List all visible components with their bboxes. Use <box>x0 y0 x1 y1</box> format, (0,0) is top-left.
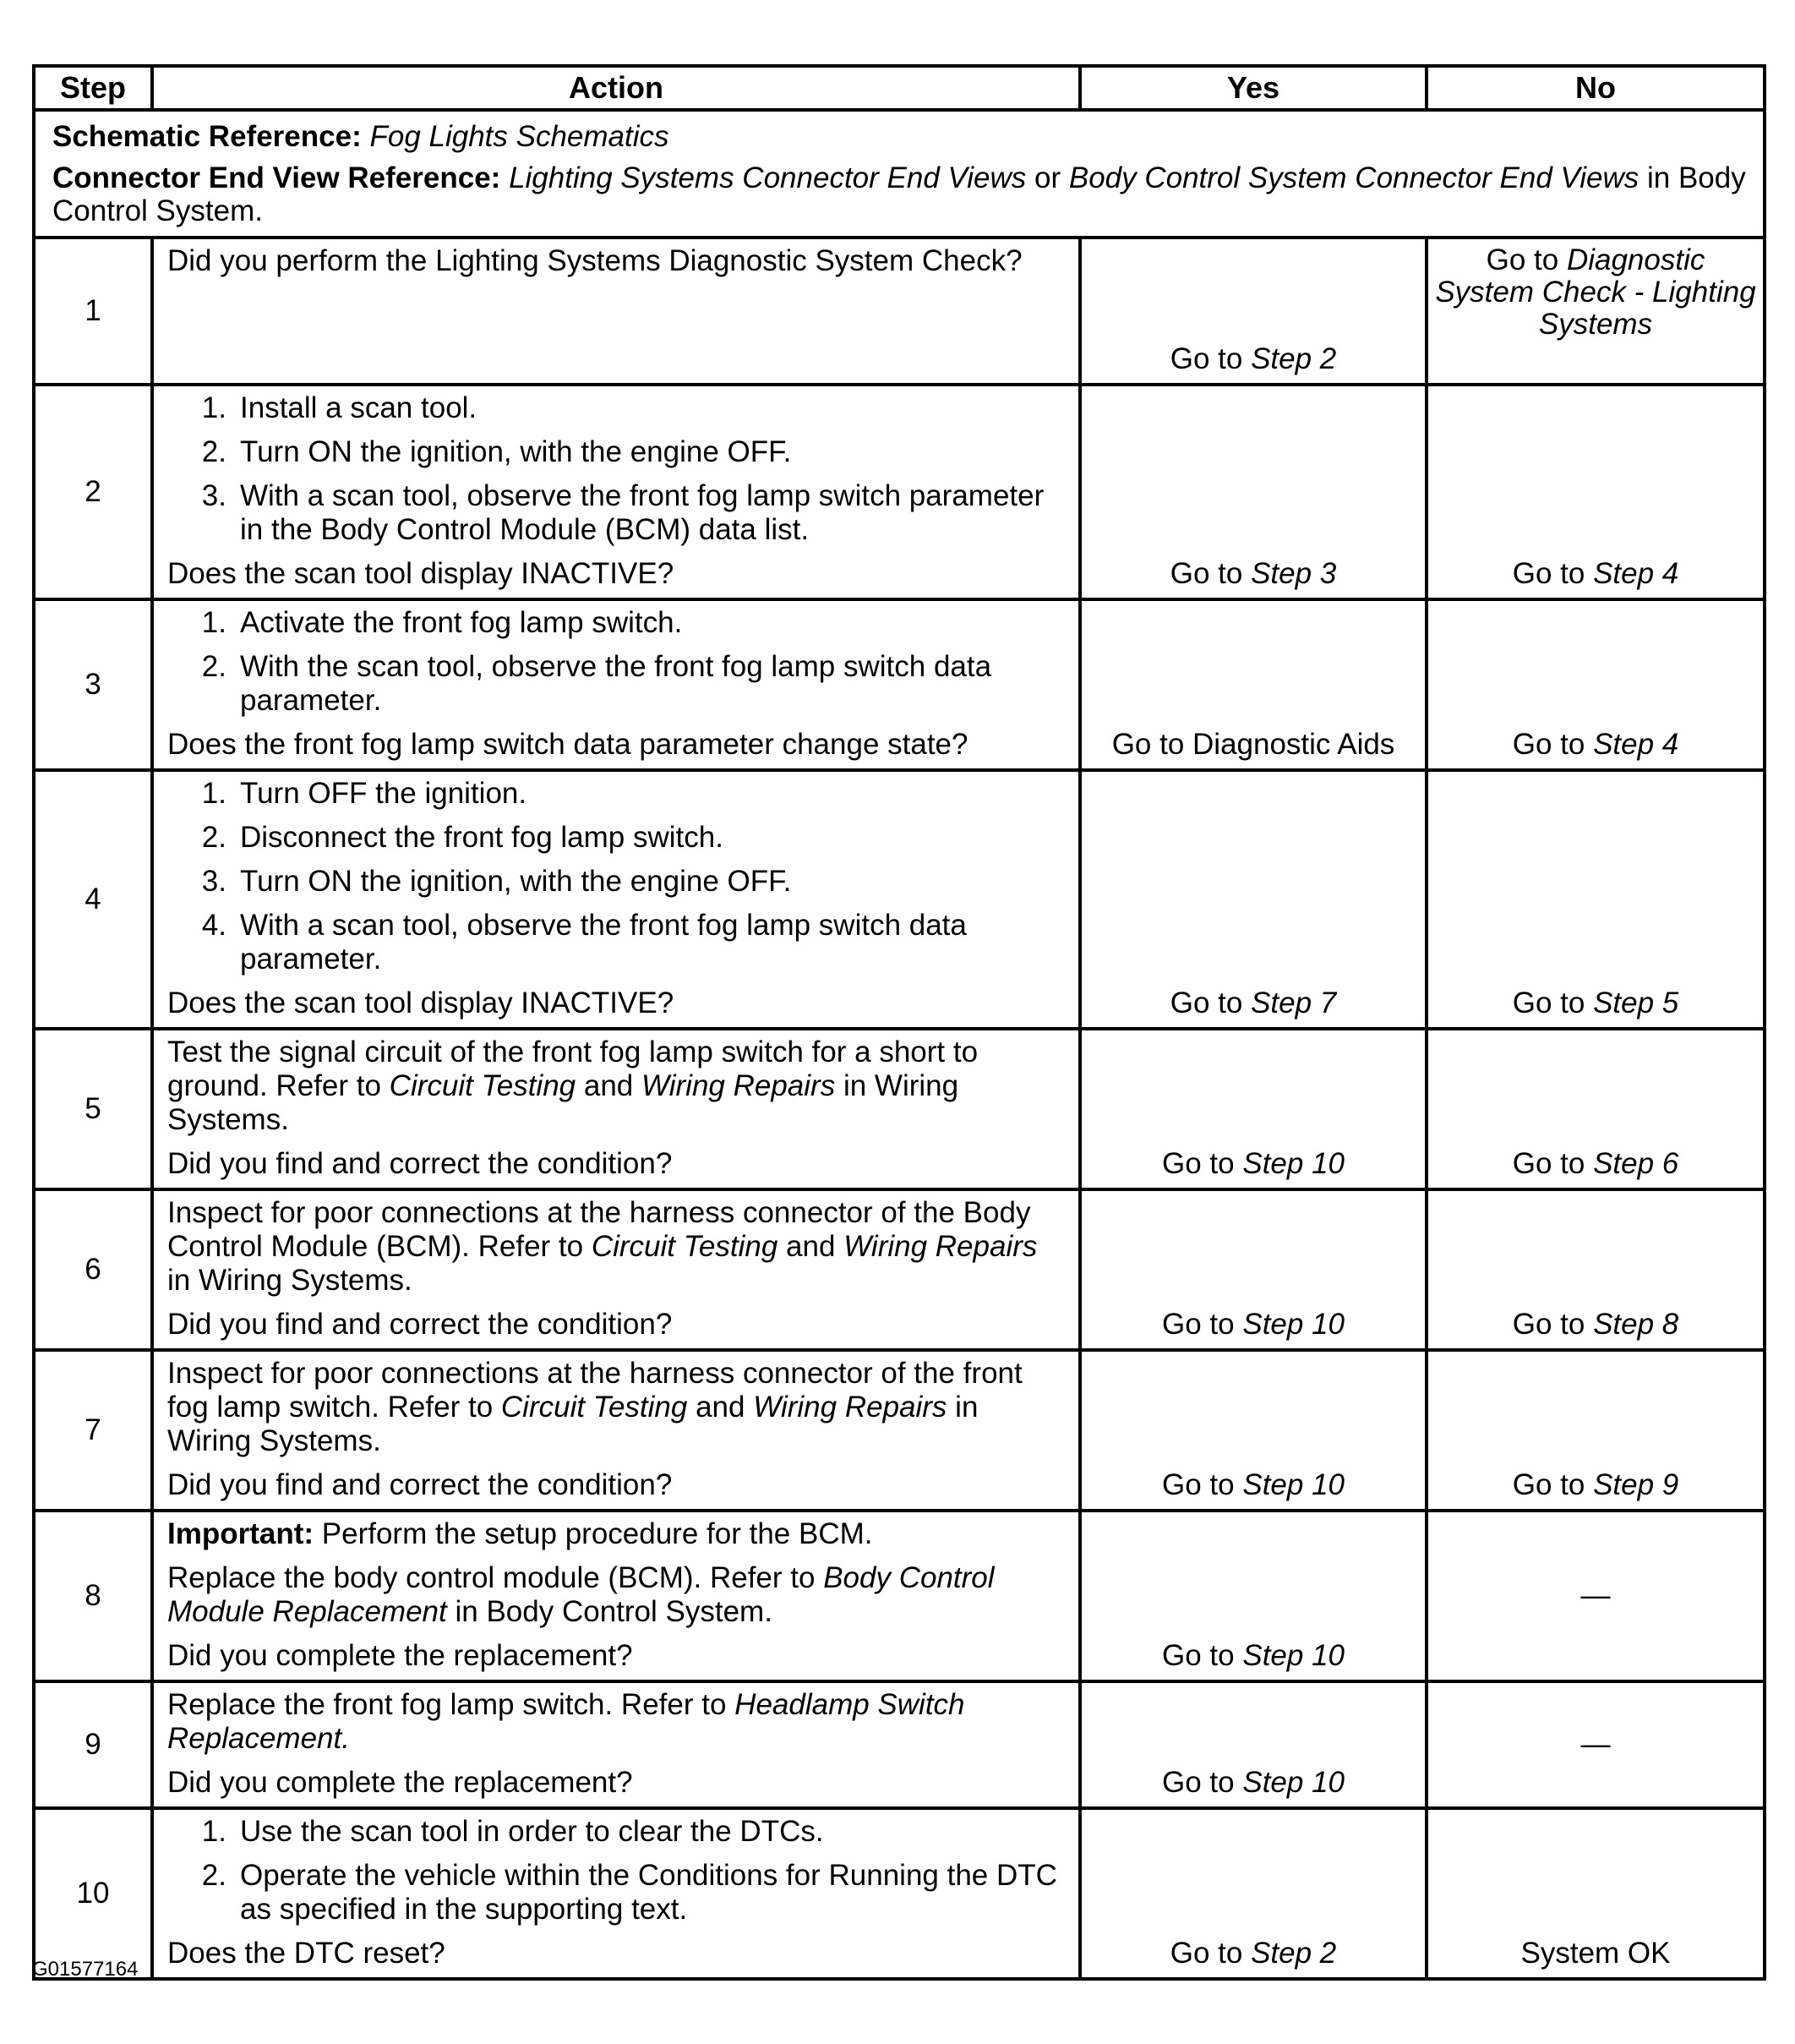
action-cell <box>152 1511 1080 1681</box>
list-item: 2. Disconnect the front fog lamp switch. <box>201 821 723 854</box>
action-paragraph: Test the signal circuit of the front fog lamp switch for a short to ground. Refer to Circuit Testing and Wiring Repairs in Wiring Systems. <box>167 1036 979 1136</box>
no-prefix: Go to <box>1512 728 1585 761</box>
schematic-reference-link: Fog Lights Schematics <box>369 120 669 153</box>
reference-row <box>34 110 1765 238</box>
connector-reference-label: Connector End View Reference: <box>52 161 501 194</box>
action-question: Did you find and correct the condition? <box>167 1468 673 1501</box>
step-number: 8 <box>34 1511 152 1681</box>
yes-cell <box>1080 1350 1427 1511</box>
action-cell <box>152 1808 1080 1979</box>
reference-cell <box>34 110 1765 238</box>
step-number: 7 <box>34 1350 152 1511</box>
action-paragraph: Replace the front fog lamp switch. Refer to Headlamp Switch Replacement. <box>167 1688 965 1755</box>
yes-prefix: Go to <box>1162 1639 1235 1672</box>
action-question: Did you find and correct the condition? <box>167 1308 673 1341</box>
header-action: Action <box>152 66 1080 110</box>
connector-reference-suffix: in Body Control System. <box>52 161 1746 227</box>
step-number: 3 <box>34 599 152 770</box>
no-dash: — <box>1580 1579 1611 1612</box>
no-prefix: Go to <box>1512 1308 1585 1341</box>
list-item: 1. Turn OFF the ignition. <box>201 777 527 810</box>
yes-cell <box>1080 1511 1427 1681</box>
no-cell <box>1427 385 1765 599</box>
yes-cell <box>1080 238 1427 385</box>
no-cell <box>1427 238 1765 385</box>
yes-cell <box>1080 1189 1427 1350</box>
step-number: 6 <box>34 1189 152 1350</box>
header-yes: Yes <box>1080 66 1427 110</box>
table-row <box>34 1808 1765 1979</box>
header-no: No <box>1427 66 1765 110</box>
step-number: 5 <box>34 1029 152 1189</box>
yes-target: Step 2 <box>1251 1937 1337 1970</box>
no-cell <box>1427 1681 1765 1808</box>
list-item: 3. Turn ON the ignition, with the engine OFF. <box>201 865 792 898</box>
schematic-reference <box>52 120 1748 153</box>
list-item: 2. Operate the vehicle within the Conditions for Running the DTC as specified in the supporting text. <box>201 1859 1057 1926</box>
yes-text: Go to Diagnostic Aids <box>1111 728 1395 761</box>
no-cell <box>1427 1189 1765 1350</box>
list-item: 1. Use the scan tool in order to clear the DTCs. <box>201 1815 824 1848</box>
action-question: Does the front fog lamp switch data parameter change state? <box>167 728 968 761</box>
yes-target: Step 10 <box>1242 1766 1345 1799</box>
action-question: Did you find and correct the condition? <box>167 1147 673 1180</box>
no-target: Step 9 <box>1593 1468 1679 1501</box>
yes-target: Step 2 <box>1251 342 1337 375</box>
no-target: Diagnostic System Check - Lighting Systems <box>1435 243 1756 341</box>
table-row <box>34 238 1765 385</box>
table-header-row <box>34 66 1765 110</box>
action-question: Does the scan tool display INACTIVE? <box>167 986 674 1019</box>
table-row <box>34 770 1765 1029</box>
action-question: Does the scan tool display INACTIVE? <box>167 557 674 590</box>
action-cell <box>152 1350 1080 1511</box>
header-step: Step <box>34 66 152 110</box>
action-cell <box>152 238 1080 385</box>
no-dash: — <box>1580 1728 1611 1761</box>
yes-prefix: Go to <box>1162 1147 1235 1180</box>
yes-target: Step 7 <box>1251 986 1337 1019</box>
step-number: 1 <box>34 238 152 385</box>
schematic-reference-label: Schematic Reference: <box>52 120 362 153</box>
list-item: 2. With the scan tool, observe the front fog lamp switch data parameter. <box>201 650 992 717</box>
figure-id: G01577164 <box>32 1958 139 1981</box>
action-paragraph: Replace the body control module (BCM). Refer to Body Control Module Replacement in Body Control System. <box>167 1561 995 1628</box>
action-paragraph: Inspect for poor connections at the harness connector of the Body Control Module (BCM). Refer to Circuit Testing and Wiring Repairs in Wiring Systems. <box>167 1196 1038 1297</box>
yes-prefix: Go to <box>1162 1468 1235 1501</box>
action-question: Did you perform the Lighting Systems Diagnostic System Check? <box>167 244 1023 277</box>
no-target: Step 4 <box>1593 557 1679 590</box>
diagnostic-table <box>32 64 1766 1981</box>
no-prefix: Go to <box>1512 557 1585 590</box>
connector-reference-or: or <box>1034 161 1061 194</box>
table-row <box>34 1029 1765 1189</box>
yes-target: Step 10 <box>1242 1468 1345 1501</box>
no-text: System OK <box>1520 1937 1671 1970</box>
no-target: Step 6 <box>1593 1147 1679 1180</box>
step-number: 9 <box>34 1681 152 1808</box>
action-question: Did you complete the replacement? <box>167 1766 633 1799</box>
step-number: 2 <box>34 385 152 599</box>
action-cell <box>152 1189 1080 1350</box>
action-question: Did you complete the replacement? <box>167 1639 633 1672</box>
yes-prefix: Go to <box>1162 1308 1235 1341</box>
yes-target: Step 10 <box>1242 1147 1345 1180</box>
action-cell <box>152 385 1080 599</box>
yes-cell <box>1080 1808 1427 1979</box>
no-target: Step 4 <box>1593 728 1679 761</box>
step-number: 10 <box>34 1808 152 1979</box>
important-note: Important: Perform the setup procedure for the BCM. <box>167 1517 873 1550</box>
table-row <box>34 1681 1765 1808</box>
connector-reference-link-2: Body Control System Connector End Views <box>1068 161 1640 194</box>
yes-cell <box>1080 385 1427 599</box>
action-cell <box>152 1029 1080 1189</box>
no-cell <box>1427 599 1765 770</box>
no-prefix: Go to <box>1512 1147 1585 1180</box>
no-cell <box>1427 1350 1765 1511</box>
list-item: 3. With a scan tool, observe the front fog lamp switch parameter in the Body Control Module (BCM) data list. <box>201 479 1045 546</box>
yes-target: Step 3 <box>1251 557 1337 590</box>
no-prefix: Go to <box>1512 986 1585 1019</box>
step-number: 4 <box>34 770 152 1029</box>
table-row <box>34 599 1765 770</box>
table-row <box>34 1350 1765 1511</box>
list-item: 4. With a scan tool, observe the front fog lamp switch data parameter. <box>201 909 967 976</box>
action-question: Does the DTC reset? <box>167 1937 445 1970</box>
table-row <box>34 385 1765 599</box>
list-item: 2. Turn ON the ignition, with the engine OFF. <box>201 435 792 468</box>
connector-reference-link-1: Lighting Systems Connector End Views <box>509 161 1027 194</box>
yes-prefix: Go to <box>1170 342 1243 375</box>
list-item: 1. Install a scan tool. <box>201 391 477 424</box>
yes-cell <box>1080 1029 1427 1189</box>
no-cell <box>1427 770 1765 1029</box>
action-cell <box>152 770 1080 1029</box>
yes-cell <box>1080 770 1427 1029</box>
yes-cell <box>1080 599 1427 770</box>
list-item: 1. Activate the front fog lamp switch. <box>201 606 683 639</box>
yes-prefix: Go to <box>1170 986 1243 1019</box>
no-cell <box>1427 1029 1765 1189</box>
no-target: Step 8 <box>1593 1308 1679 1341</box>
action-cell <box>152 1681 1080 1808</box>
yes-target: Step 10 <box>1242 1308 1345 1341</box>
no-target: Step 5 <box>1593 986 1679 1019</box>
no-prefix: Go to <box>1512 1468 1585 1501</box>
yes-target: Step 10 <box>1242 1639 1345 1672</box>
table-row <box>34 1511 1765 1681</box>
action-cell <box>152 599 1080 770</box>
yes-cell <box>1080 1681 1427 1808</box>
table-row <box>34 1189 1765 1350</box>
yes-prefix: Go to <box>1170 557 1243 590</box>
yes-prefix: Go to <box>1170 1937 1243 1970</box>
connector-reference <box>52 161 1748 227</box>
no-cell <box>1427 1808 1765 1979</box>
no-cell <box>1427 1511 1765 1681</box>
yes-prefix: Go to <box>1162 1766 1235 1799</box>
no-prefix: Go to <box>1486 243 1559 276</box>
action-paragraph: Inspect for poor connections at the harness connector of the front fog lamp switch. Refer to Circuit Testing and Wiring Repairs in Wiring Systems. <box>167 1357 1023 1457</box>
